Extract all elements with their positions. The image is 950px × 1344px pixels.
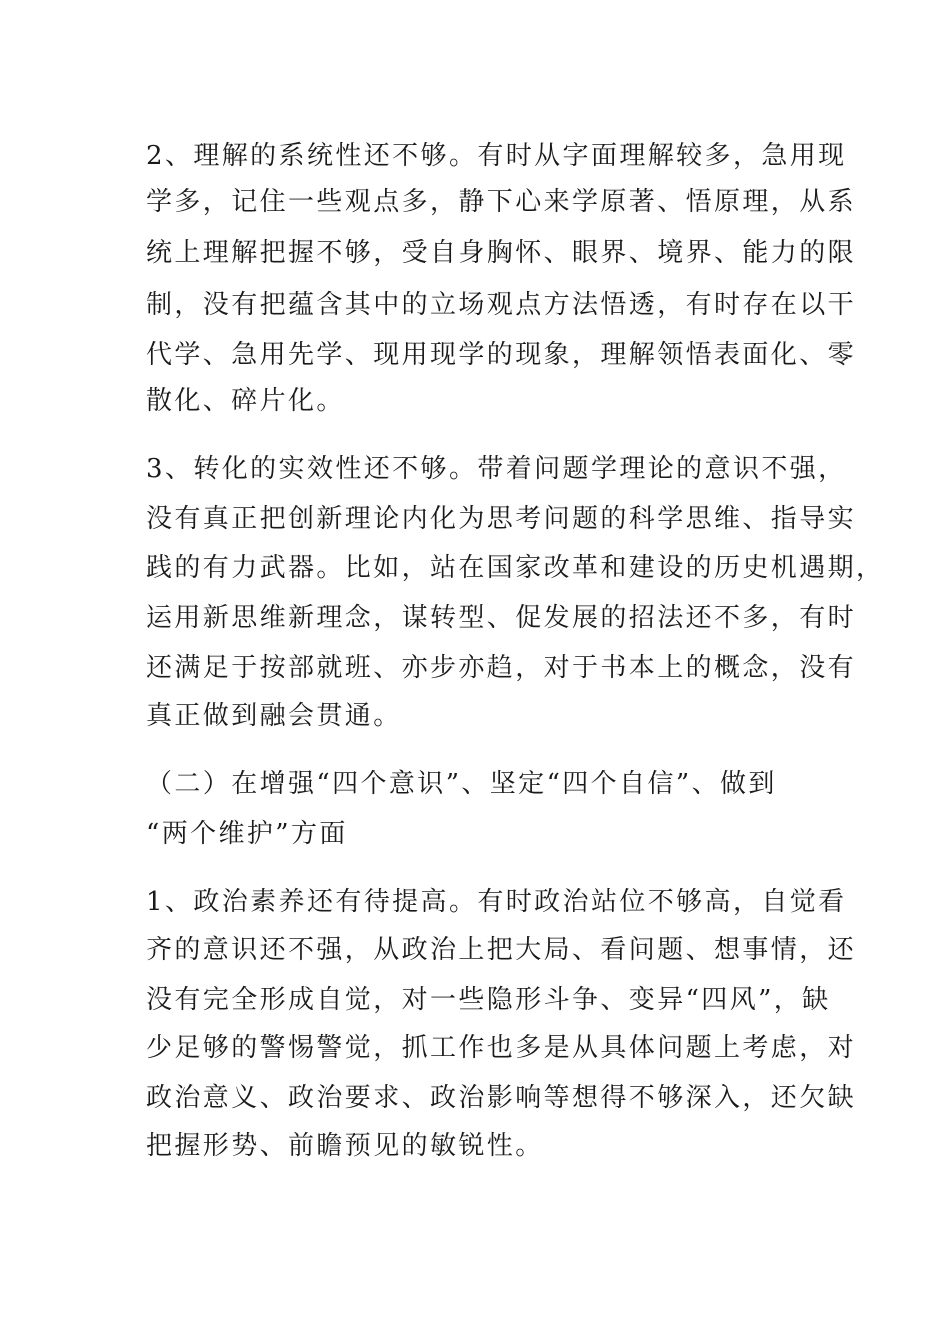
text-line: 还满足于按部就班、亦步亦趋，对于书本上的概念，没有	[146, 653, 857, 683]
text-line: 齐的意识还不强，从政治上把大局、看问题、想事情，还	[146, 935, 857, 965]
text-line: 3、转化的实效性还不够。带着问题学理论的意识不强，	[146, 454, 847, 484]
text-line: 制，没有把蕴含其中的立场观点方法悟透，有时存在以干	[146, 290, 857, 320]
heading-line: （二）在增强“四个意识”、坚定“四个自信”、做到	[146, 769, 777, 799]
text-line: 践的有力武器。比如，站在国家改革和建设的历史机遇期，	[146, 553, 885, 583]
text-line: 统上理解把握不够，受自身胸怀、眼界、境界、能力的限	[146, 238, 857, 268]
text-line: 运用新思维新理念，谋转型、促发展的招法还不多，有时	[146, 603, 857, 633]
text-line: 代学、急用先学、现用现学的现象，理解领悟表面化、零	[146, 340, 857, 370]
text-line: 真正做到融会贯通。	[146, 701, 402, 731]
text-line: 散化、碎片化。	[146, 386, 345, 416]
text-line: 没有真正把创新理论内化为思考问题的科学思维、指导实	[146, 504, 857, 534]
text-line: 政治意义、政治要求、政治影响等想得不够深入，还欠缺	[146, 1083, 857, 1113]
text-line: 2、理解的系统性还不够。有时从字面理解较多，急用现	[146, 141, 847, 171]
text-line: 少足够的警惕警觉，抓工作也多是从具体问题上考虑，对	[146, 1033, 857, 1063]
text-line: 把握形势、前瞻预见的敏锐性。	[146, 1131, 544, 1161]
heading-line: “两个维护”方面	[146, 819, 348, 849]
text-line: 学多，记住一些观点多，静下心来学原著、悟原理，从系	[146, 187, 857, 217]
text-line: 1、政治素养还有待提高。有时政治站位不够高，自觉看	[146, 887, 847, 917]
text-line: 没有完全形成自觉，对一些隐形斗争、变异“四风”，缺	[146, 985, 831, 1015]
